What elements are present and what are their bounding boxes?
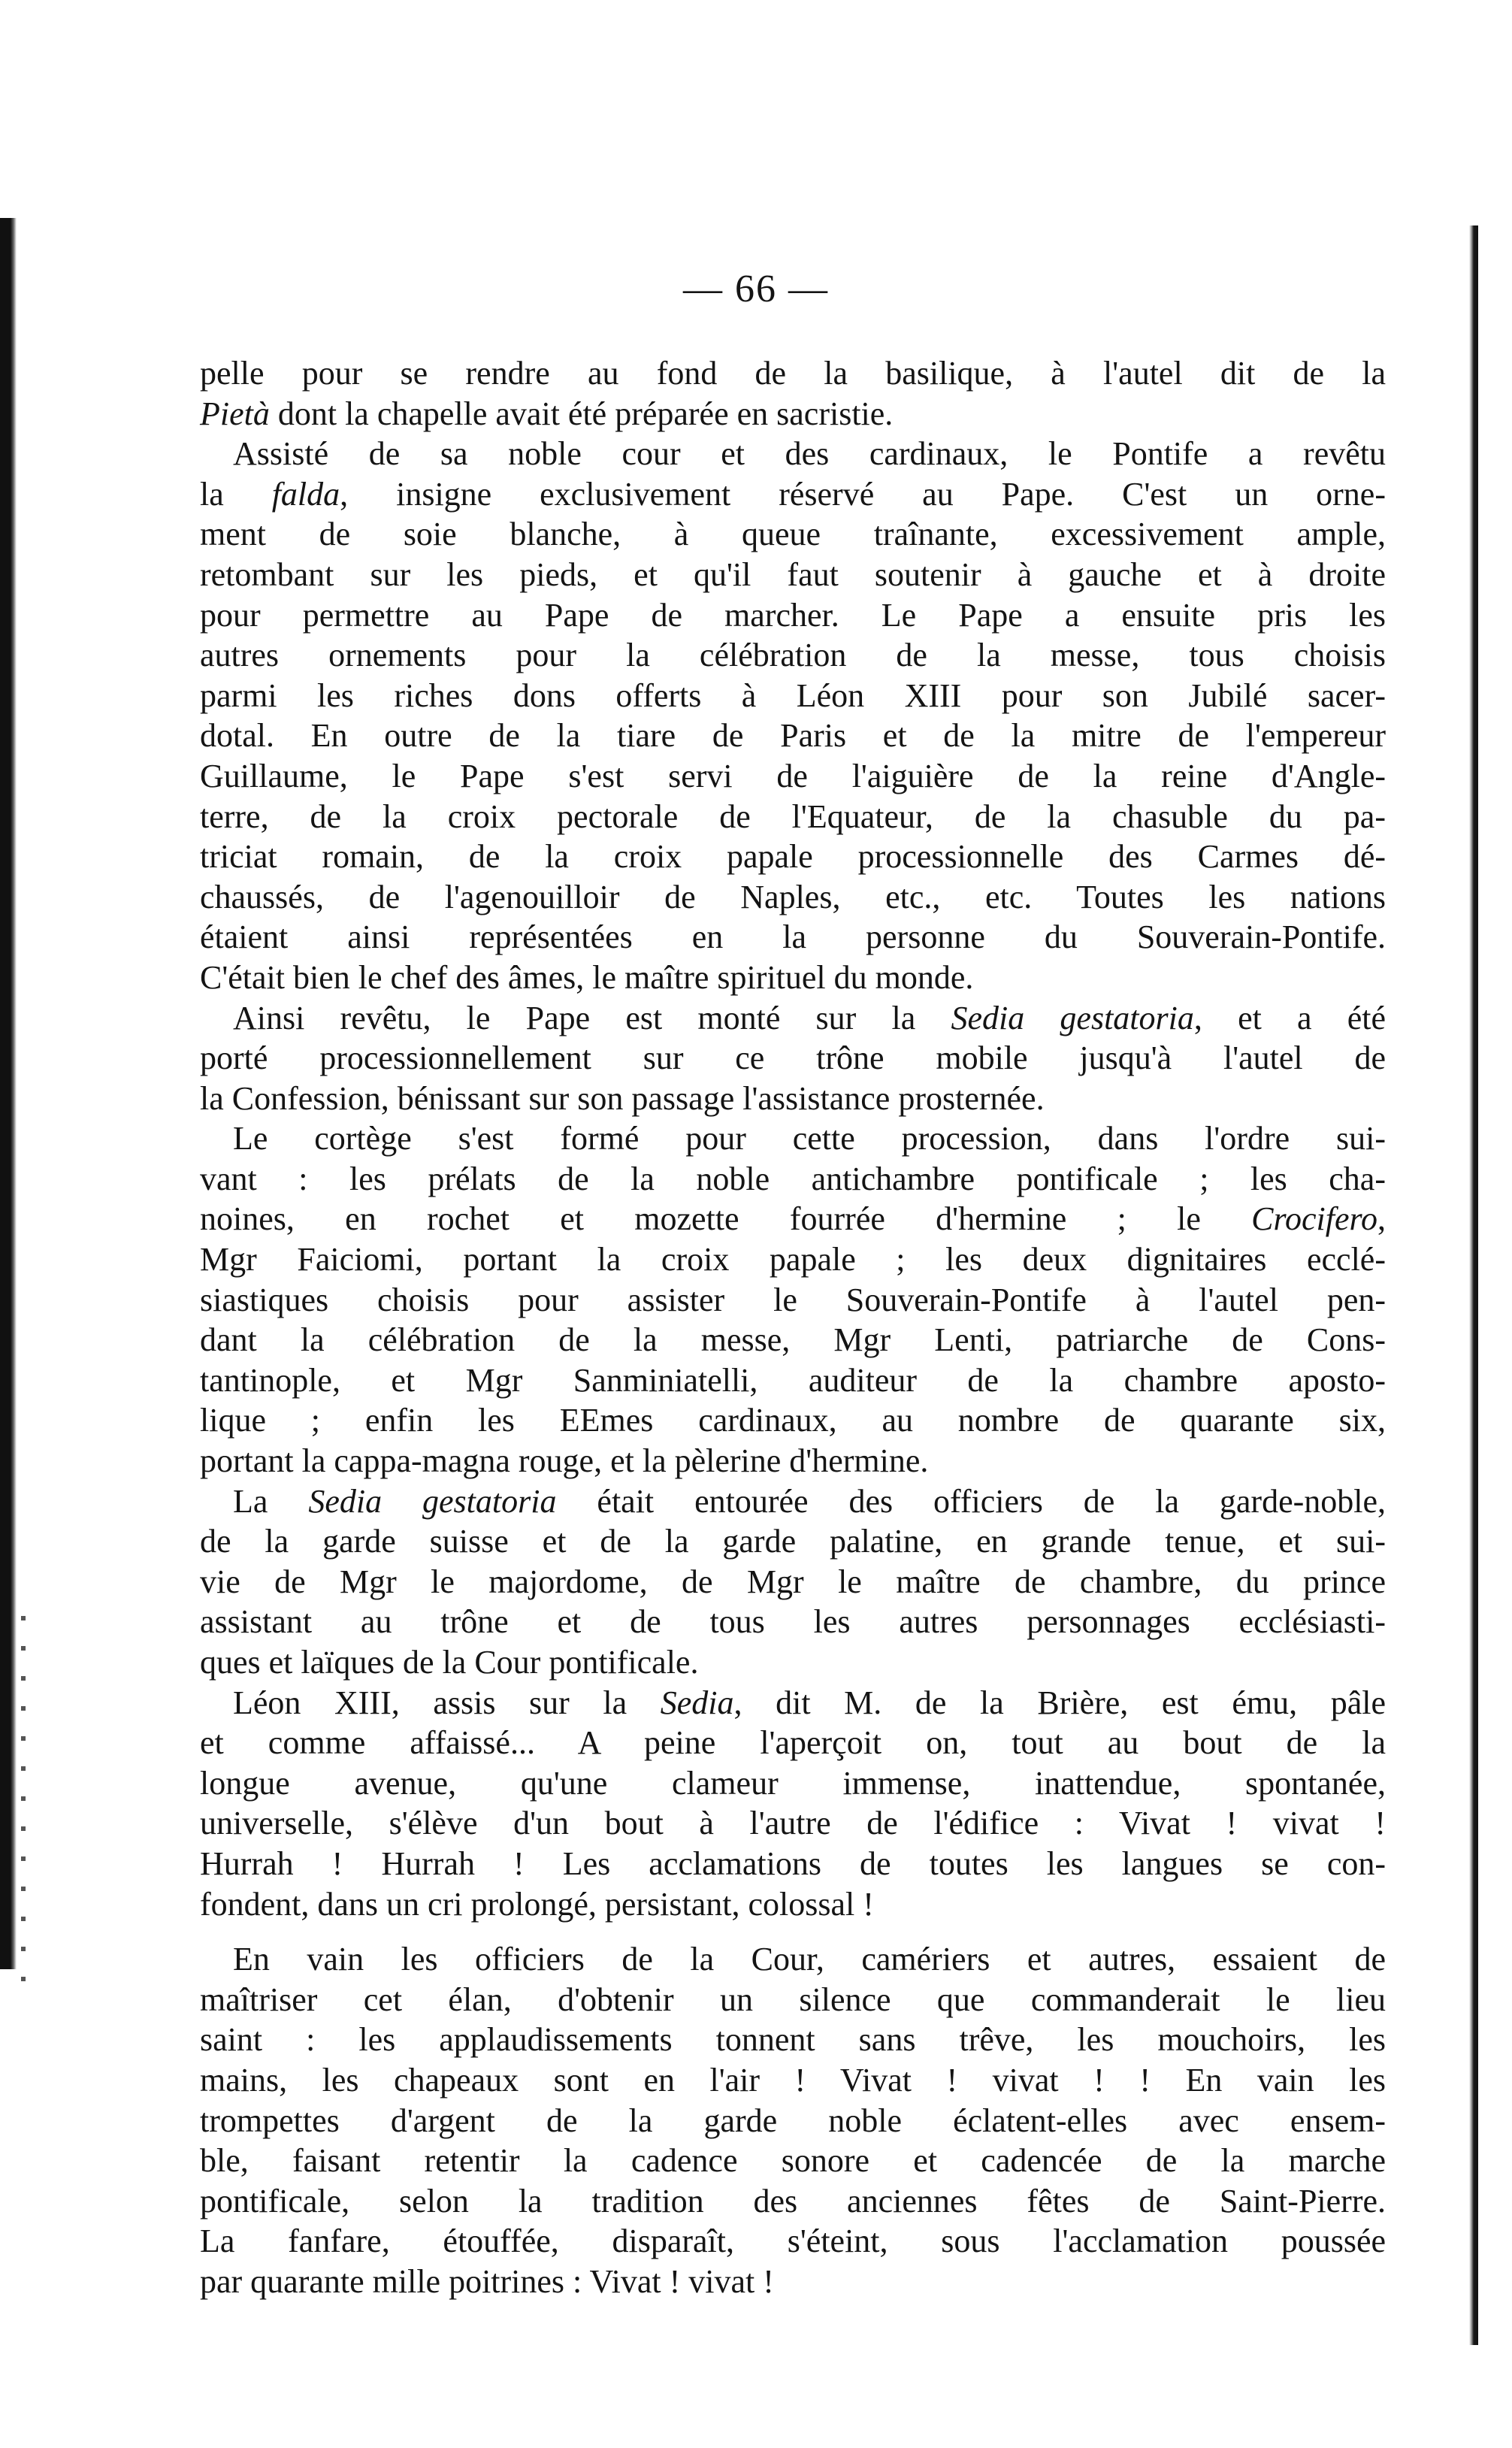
- text-segment: noines, en rochet et mozette fourrée d'hermine ; le: [200, 1200, 1252, 1238]
- text-line: assistant au trône et de tous les autres personnages ecclésiasti-: [200, 1603, 1386, 1641]
- text-line: porté processionnellement sur ce trône mobile jusqu'à l'autel de: [200, 1039, 1386, 1077]
- text-line: dotal. En outre de la tiare de Paris et de la mitre de l'empereur: [200, 717, 1386, 755]
- text-line: [200, 1199, 1386, 1239]
- text-segment: , insigne exclusivement réservé au Pape. C'est un orne-: [340, 475, 1386, 513]
- text-line: étaient ainsi représentées en la personne du Souverain-Pontife.: [200, 918, 1386, 956]
- text-line: Mgr Faiciomi, portant la croix papale ; les deux dignitaires ecclé-: [200, 1241, 1386, 1278]
- text-segment: Léon XIII, assis sur la: [233, 1684, 661, 1721]
- text-line: ques et laïques de la Cour pontificale.: [200, 1644, 699, 1681]
- italic-term: Crocifero: [1251, 1200, 1377, 1238]
- text-line: [200, 1481, 1386, 1522]
- text-line: chaussés, de l'agenouilloir de Naples, etc., etc. Toutes les nations: [200, 878, 1386, 915]
- text-segment: La: [233, 1482, 309, 1520]
- text-line: parmi les riches dons offerts à Léon XIII pour son Jubilé sacer-: [200, 676, 1386, 714]
- text-line: [200, 474, 1386, 515]
- text-line: autres ornements pour la célébration de la messe, tous choisis: [200, 637, 1386, 674]
- text-segment: , dit M. de la Brière, est ému, pâle: [733, 1684, 1386, 1721]
- text-line: Le cortège s'est formé pour cette procession, dans l'ordre sui-: [233, 1120, 1386, 1157]
- scan-edge-marks: [21, 1616, 26, 2007]
- text-line: pour permettre au Pape de marcher. Le Pape a ensuite pris les: [200, 596, 1386, 634]
- italic-term: falda: [271, 475, 340, 513]
- text-line: et comme affaissé... A peine l'aperçoit on, tout au bout de la: [200, 1724, 1386, 1762]
- text-line: fondent, dans un cri prolongé, persistant, colossal !: [200, 1885, 874, 1923]
- italic-term: Sedia gestatoria: [951, 999, 1194, 1036]
- text-line: ble, faisant retentir la cadence sonore et cadencée de la marche: [200, 2142, 1386, 2180]
- text-line: maîtriser cet élan, d'obtenir un silence que commanderait le lieu: [200, 1980, 1386, 2018]
- italic-term: Sedia gestatoria: [308, 1482, 557, 1520]
- text-line: de la garde suisse et de la garde palatine, en grande tenue, et sui-: [200, 1523, 1386, 1560]
- text-line: trompettes d'argent de la garde noble éclatent-elles avec ensem-: [200, 2102, 1386, 2139]
- text-line: lique ; enfin les EEmes cardinaux, au nombre de quarante six,: [200, 1402, 1386, 1439]
- text-segment: dont la chapelle avait été préparée en sacristie.: [269, 395, 894, 432]
- text-segment: Ainsi revêtu, le Pape est monté sur la: [233, 999, 951, 1036]
- text-line: la Confession, bénissant sur son passage l'assistance prosternée.: [200, 1079, 1045, 1117]
- text-line: portant la cappa-magna rouge, et la pèlerine d'hermine.: [200, 1442, 929, 1480]
- text-line: Guillaume, le Pape s'est servi de l'aiguière de la reine d'Angle-: [200, 757, 1386, 794]
- text-line: vie de Mgr le majordome, de Mgr le maître de chambre, du prince: [200, 1563, 1386, 1600]
- body-text: [200, 353, 1386, 2302]
- text-line: longue avenue, qu'une clameur immense, inattendue, spontanée,: [200, 1764, 1386, 1802]
- text-line: [200, 998, 1386, 1039]
- text-line: [200, 394, 1386, 434]
- text-line: triciat romain, de la croix papale processionnelle des Carmes dé-: [200, 838, 1386, 876]
- text-line: La fanfare, étouffée, disparaît, s'éteint, sous l'acclamation poussée: [200, 2223, 1386, 2260]
- text-line: retombant sur les pieds, et qu'il faut soutenir à gauche et à droite: [200, 555, 1386, 593]
- text-line: tantinople, et Mgr Sanminiatelli, auditeur de la chambre aposto-: [200, 1361, 1386, 1399]
- text-line: [200, 1683, 1386, 1723]
- page-number: — 66 —: [683, 268, 829, 310]
- scan-edge-left: [0, 218, 17, 1969]
- text-line: C'était bien le chef des âmes, le maître spirituel du monde.: [200, 958, 974, 996]
- text-line: terre, de la croix pectorale de l'Equateur, de la chasuble du pa-: [200, 797, 1386, 835]
- italic-term: Pietà: [200, 395, 270, 432]
- text-line: vant : les prélats de la noble antichambre pontificale ; les cha-: [200, 1160, 1386, 1197]
- text-line: saint : les applaudissements tonnent sans trêve, les mouchoirs, les: [200, 2021, 1386, 2059]
- text-line: ment de soie blanche, à queue traînante, excessivement ample,: [200, 516, 1386, 553]
- text-line: dant la célébration de la messe, Mgr Lenti, patriarche de Cons-: [200, 1321, 1386, 1359]
- text-segment: ,: [1377, 1200, 1386, 1238]
- text-segment: était entourée des officiers de la garde-noble,: [556, 1482, 1387, 1520]
- text-line: Hurrah ! Hurrah ! Les acclamations de toutes les langues se con-: [200, 1844, 1386, 1882]
- text-line: universelle, s'élève d'un bout à l'autre de l'édifice : Vivat ! vivat !: [200, 1805, 1386, 1842]
- text-segment: , et a été: [1193, 999, 1387, 1036]
- text-line: Assisté de sa noble cour et des cardinaux, le Pontife a revêtu: [233, 435, 1386, 473]
- text-line: mains, les chapeaux sont en l'air ! Vivat ! vivat ! ! En vain les: [200, 2061, 1386, 2099]
- italic-term: Sedia: [660, 1684, 734, 1721]
- text-line: pontificale, selon la tradition des anciennes fêtes de Saint-Pierre.: [200, 2182, 1386, 2220]
- scan-edge-right: [1469, 225, 1478, 2345]
- text-line: par quarante mille poitrines : Vivat ! vivat !: [200, 2262, 774, 2300]
- text-line: siastiques choisis pour assister le Souverain-Pontife à l'autel pen-: [200, 1281, 1386, 1318]
- text-segment: la: [200, 475, 272, 513]
- text-line: En vain les officiers de la Cour, camériers et autres, essaient de: [233, 1941, 1386, 1978]
- text-line: pelle pour se rendre au fond de la basilique, à l'autel dit de la: [200, 355, 1386, 392]
